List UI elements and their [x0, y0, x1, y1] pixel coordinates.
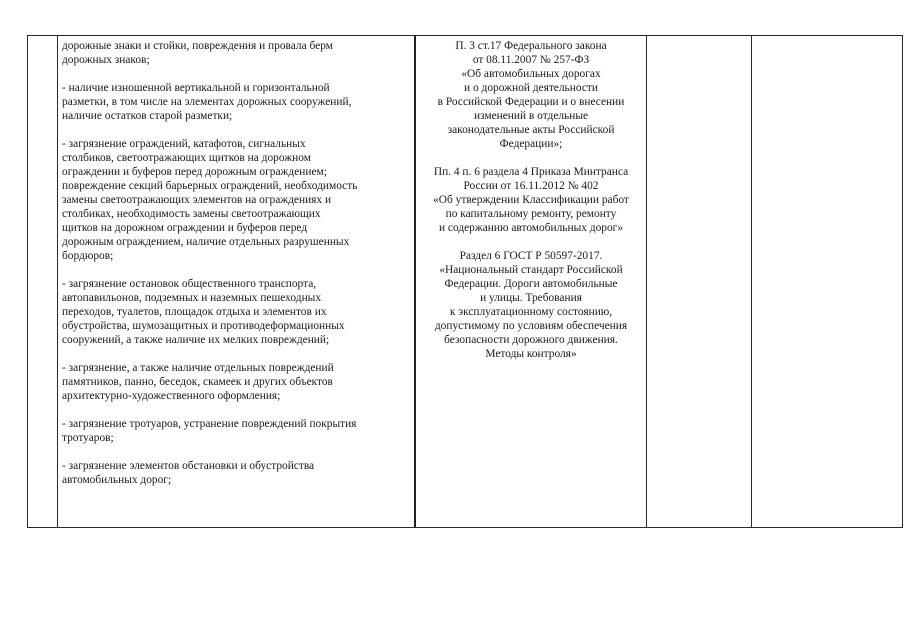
description-paragraph — [62, 81, 412, 123]
description-paragraph — [62, 459, 412, 487]
text-line: - загрязнение ограждений, катафотов, сигнальных — [62, 138, 306, 150]
column-divider-2 — [414, 35, 416, 528]
text-line: России от 16.11.2012 № 402 — [463, 180, 599, 192]
text-line: наличие остатков старой разметки; — [62, 110, 233, 122]
text-line: и о дорожной деятельности — [464, 82, 598, 94]
text-line: и улицы. Требования — [480, 292, 582, 304]
description-paragraph — [62, 277, 412, 347]
table-border-right — [902, 35, 903, 528]
text-line: автомобильных дорог; — [62, 474, 172, 486]
table-border-bottom — [27, 527, 903, 528]
column-divider-4 — [751, 35, 752, 528]
text-line: щитков на дорожном ограждении и буферов перед — [62, 222, 308, 234]
text-line: - загрязнение элементов обстановки и обустройства — [62, 460, 315, 472]
table-border-top — [27, 35, 903, 36]
text-line: разметки, в том числе на элементах дорожных сооружений, — [62, 96, 352, 108]
description-paragraph — [62, 137, 412, 263]
description-paragraph — [62, 417, 412, 445]
text-line: архитектурно-художественного оформления; — [62, 390, 281, 402]
text-line: в Российской Федерации и о внесении — [437, 96, 625, 108]
reference-column — [420, 39, 642, 375]
text-line: дорожным ограждением, наличие отдельных разрушенных — [62, 236, 350, 248]
text-line: П. 3 ст.17 Федерального закона — [455, 40, 607, 52]
text-line: «Национальный стандарт Российской — [439, 264, 623, 276]
text-line: Методы контроля» — [485, 348, 577, 360]
text-line: «Об автомобильных дорогах — [461, 68, 601, 80]
description-paragraph — [62, 361, 412, 403]
text-line: - наличие изношенной вертикальной и горизонтальной — [62, 82, 330, 94]
reference-block — [420, 165, 642, 235]
text-line: обустройства, шумозащитных и противодеформационных — [62, 320, 345, 332]
text-line: Раздел 6 ГОСТ Р 50597-2017. — [459, 250, 603, 262]
text-line: от 08.11.2007 № 257-ФЗ — [472, 54, 590, 66]
text-line: изменений в отдельные — [473, 110, 589, 122]
text-line: «Об утверждении Классификации работ — [433, 194, 629, 206]
text-line: законодательные акты Российской — [447, 124, 615, 136]
text-line: допустимому по условиям обеспечения — [434, 320, 628, 332]
description-paragraph — [62, 39, 412, 67]
text-line: сооружений, а также наличие их мелких повреждений; — [62, 334, 330, 346]
text-line: столбиков, светоотражающих щитков на дорожном — [62, 152, 311, 164]
text-line: дорожных знаков; — [62, 54, 150, 66]
text-line: Пп. 4 п. 6 раздела 4 Приказа Минтранса — [433, 166, 629, 178]
column-divider-3 — [646, 35, 647, 528]
text-line: Федерации»; — [499, 138, 563, 150]
text-line: переходов, туалетов, площадок отдыха и элементов их — [62, 306, 327, 318]
table-border-left — [27, 35, 28, 528]
reference-block — [420, 249, 642, 361]
text-line: и содержанию автомобильных дорог» — [438, 222, 624, 234]
text-line: - загрязнение, а также наличие отдельных повреждений — [62, 362, 334, 374]
text-line: памятников, панно, беседок, скамеек и других объектов — [62, 376, 333, 388]
text-line: автопавильонов, подземных и наземных пешеходных — [62, 292, 322, 304]
description-column — [62, 39, 412, 501]
text-line: по капитальному ремонту, ремонту — [445, 208, 617, 220]
text-line: бордюров; — [62, 250, 114, 262]
text-line: замены светоотражающих элементов на ограждениях и — [62, 194, 332, 206]
text-line: к эксплуатационному состоянию, — [449, 306, 613, 318]
reference-block — [420, 39, 642, 151]
text-line: повреждение секций барьерных ограждений, необходимость — [62, 180, 358, 192]
column-divider-1 — [57, 35, 58, 528]
text-line: - загрязнение остановок общественного транспорта, — [62, 278, 317, 290]
text-line: Федерации. Дороги автомобильные — [444, 278, 618, 290]
text-line: тротуаров; — [62, 432, 114, 444]
text-line: безопасности дорожного движения. — [444, 334, 618, 346]
text-line: ограждении и буферов перед дорожным ограждением; — [62, 166, 327, 178]
text-line: дорожные знаки и стойки, повреждения и провала берм — [62, 40, 333, 52]
text-line: - загрязнение тротуаров, устранение повреждений покрытия — [62, 418, 357, 430]
text-line: столбиках, необходимость замены светоотражающих — [62, 208, 321, 220]
